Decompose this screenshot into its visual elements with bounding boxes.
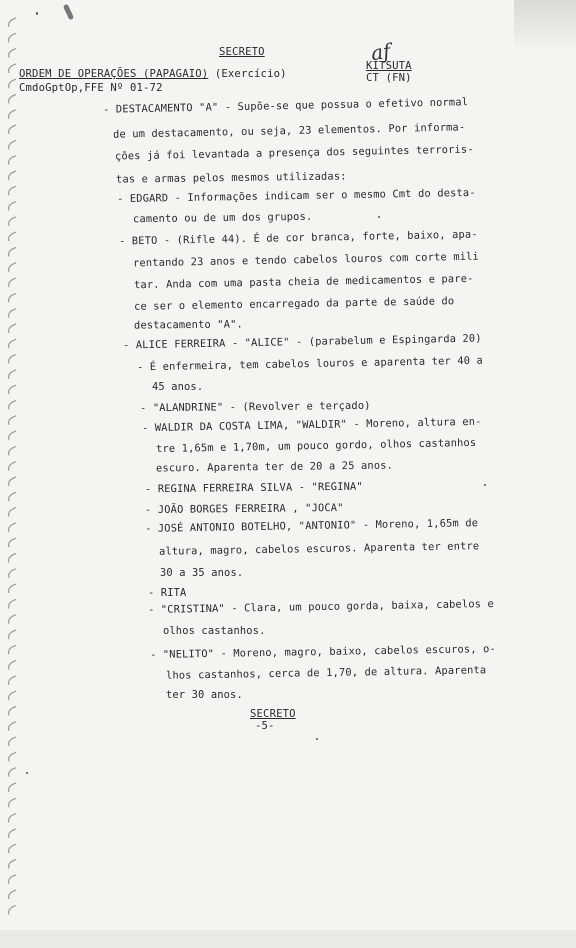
body-line: - DESTACAMENTO "A" - Supõe-se que possua o efetivo normal <box>102 96 469 116</box>
binding-hole <box>9 186 16 195</box>
binding-hole <box>9 401 16 410</box>
binding-hole <box>9 416 16 425</box>
binding-hole <box>9 95 16 104</box>
body-line: - "ALANDRINE" - (Revolver e terçado) <box>139 399 371 415</box>
binding-hole <box>9 615 16 624</box>
binding-hole <box>9 462 16 471</box>
command-line: CmdoGptOp,FFE Nº 01-72 <box>19 82 163 94</box>
body-line: tar. Anda com uma pasta cheia de medicamentos e pare- <box>133 272 474 292</box>
binding-hole <box>9 263 16 272</box>
scan-speck <box>484 484 486 486</box>
page-number: -5- <box>255 720 275 732</box>
body-line: - "CRISTINA" - Clara, um pouco gorda, baixa, cabelos e <box>147 597 495 617</box>
binding-hole <box>9 630 16 639</box>
body-line: - JOSÉ ANTONIO BOTELHO, "ANTONIO" - Moreno, 1,65m de <box>144 517 479 535</box>
spiral-binding-holes <box>2 10 24 920</box>
body-line: destacamento "A". <box>133 318 243 332</box>
binding-hole <box>9 905 16 914</box>
classification-top: SECRETO <box>219 46 265 58</box>
binding-hole <box>9 18 16 27</box>
binding-hole <box>9 768 16 777</box>
scan-speck <box>36 12 38 15</box>
binding-hole <box>9 446 16 455</box>
binding-hole <box>9 171 16 180</box>
binding-hole <box>9 722 16 731</box>
author-unit: CT (FN) <box>366 72 412 84</box>
body-line: - BETO - (Rifle 44). É de cor branca, forte, baixo, apa- <box>118 228 478 248</box>
body-line: escuro. Aparenta ter de 20 a 25 anos. <box>155 459 394 475</box>
binding-hole <box>9 844 16 853</box>
order-subtitle: (Exercício) <box>214 68 287 80</box>
binding-hole <box>9 79 16 88</box>
binding-hole <box>9 64 16 73</box>
binding-hole <box>9 814 16 823</box>
binding-hole <box>9 661 16 670</box>
binding-hole <box>9 324 16 333</box>
binding-hole <box>9 140 16 149</box>
body-line: - É enfermeira, tem cabelos louros e aparenta ter 40 a <box>136 354 484 374</box>
binding-hole <box>9 156 16 165</box>
scan-speck <box>63 4 74 21</box>
binding-hole <box>9 248 16 257</box>
binding-hole <box>9 33 16 42</box>
classification-bottom: SECRETO <box>250 708 296 720</box>
body-line: altura, magro, cabelos escuros. Aparenta ter entre <box>158 540 480 558</box>
body-line: - "NELITO" - Moreno, magro, baixo, cabelos escuros, o- <box>149 642 497 662</box>
binding-hole <box>9 492 16 501</box>
binding-hole <box>9 508 16 517</box>
binding-hole <box>9 569 16 578</box>
body-line: - EDGARD - Informações indicam ser o mesmo Cmt do desta- <box>116 186 476 206</box>
binding-hole <box>9 523 16 532</box>
body-line: - RITA <box>148 587 187 599</box>
binding-hole <box>9 554 16 563</box>
binding-hole <box>9 860 16 869</box>
binding-hole <box>9 293 16 302</box>
body-line: ções já foi levantada a presença dos seguintes terroris- <box>114 143 474 163</box>
body-line: tas e armas pelos mesmos utilizadas: <box>115 170 347 186</box>
scan-speck <box>26 772 28 774</box>
binding-hole <box>9 829 16 838</box>
binding-hole <box>9 752 16 761</box>
page-bottom-edge <box>0 930 576 948</box>
scan-shadow <box>514 0 576 50</box>
binding-hole <box>9 691 16 700</box>
binding-hole <box>9 538 16 547</box>
order-title: ORDEM DE OPERAÇÕES (PAPAGAIO) <box>19 68 209 80</box>
binding-hole <box>9 339 16 348</box>
order-title-line <box>19 68 287 80</box>
body-line: de um destacamento, ou seja, 23 elementos. Por informa- <box>112 121 466 141</box>
scan-speck <box>378 216 380 218</box>
binding-hole <box>9 278 16 287</box>
body-line: olhos castanhos. <box>163 625 266 637</box>
binding-hole <box>9 125 16 134</box>
binding-hole <box>9 676 16 685</box>
binding-hole <box>9 232 16 241</box>
binding-hole <box>9 217 16 226</box>
body-line: ter 30 anos. <box>166 689 243 701</box>
binding-hole <box>9 309 16 318</box>
binding-hole <box>9 875 16 884</box>
binding-hole <box>9 584 16 593</box>
body-line: - WALDIR DA COSTA LIMA, "WALDIR" - Moreno, altura en- <box>141 415 482 435</box>
binding-hole <box>9 737 16 746</box>
body-line: ce ser o elemento encarregado da parte de saúde do <box>133 295 455 313</box>
binding-hole <box>9 798 16 807</box>
binding-hole <box>9 385 16 394</box>
body-line: 30 a 35 anos. <box>160 567 244 579</box>
body-line: rentando 23 anos e tendo cabelos louros com corte mili <box>132 250 480 270</box>
body-line: - ALICE FERREIRA - "ALICE" - (parabelum e Espingarda 20) <box>122 332 482 352</box>
binding-hole <box>9 599 16 608</box>
binding-hole <box>9 645 16 654</box>
binding-hole <box>9 477 16 486</box>
binding-hole <box>9 355 16 364</box>
binding-hole <box>9 370 16 379</box>
body-line: - REGINA FERREIRA SILVA - "REGINA" <box>144 480 363 496</box>
handwritten-initials: af <box>369 38 392 66</box>
binding-hole <box>9 707 16 716</box>
body-line: - JOÃO BORGES FERREIRA , "JOCA" <box>144 501 344 517</box>
binding-hole <box>9 783 16 792</box>
author-name: KITSUTA <box>366 60 412 72</box>
body-line: 45 anos. <box>152 381 204 393</box>
scan-speck <box>316 738 318 740</box>
body-line: lhos castanhos, cerca de 1,70, de altura. Aparenta <box>165 664 487 682</box>
body-line: camento ou de um dos grupos. <box>132 210 313 226</box>
binding-hole <box>9 431 16 440</box>
body-line: tre 1,65m e 1,70m, um pouco gordo, olhos castanhos <box>155 436 477 456</box>
binding-hole <box>9 110 16 119</box>
binding-hole <box>9 49 16 58</box>
binding-hole <box>9 202 16 211</box>
binding-hole <box>9 890 16 899</box>
